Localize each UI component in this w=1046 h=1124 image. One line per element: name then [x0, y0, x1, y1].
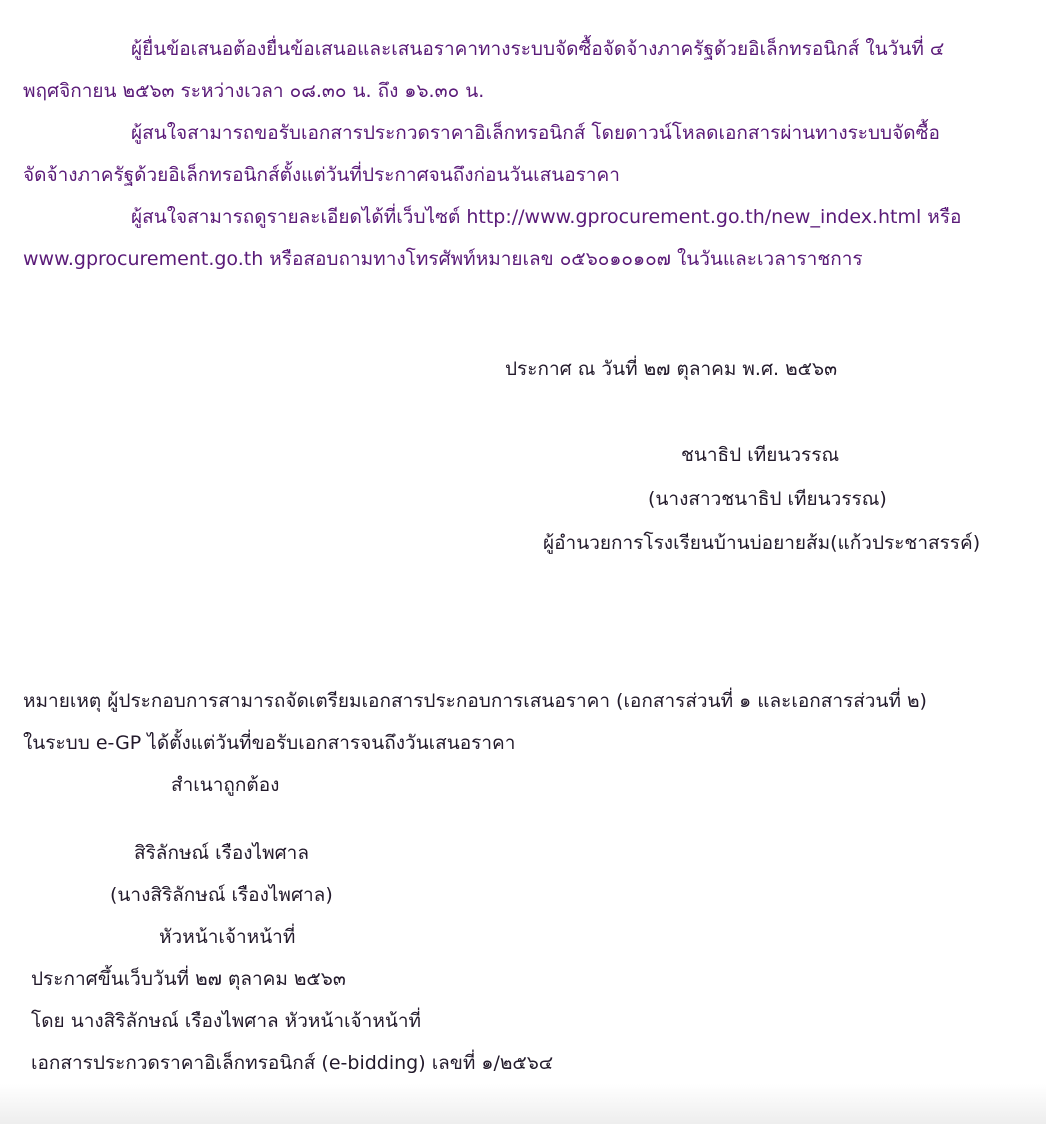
paragraph-submission-line-1: ผู้ยื่นข้อเสนอต้องยื่นข้อเสนอและเสนอราคาทางระบบจัดซื้อจัดจ้างภาครัฐด้วยอิเล็กทรอนิกส์ ในวันที่ ๔ [131, 38, 945, 60]
paragraph-download-line-1: ผู้สนใจสามารถขอรับเอกสารประกวดราคาอิเล็กทรอนิกส์ โดยดาวน์โหลดเอกสารผ่านทางระบบจัดซื้อ [131, 122, 940, 144]
paragraph-website-line-2: www.gprocurement.go.th หรือสอบถามทางโทรศัพท์หมายเลข ๐๕๖๐๑๐๑๐๗ ในวันและเวลาราชการ [23, 248, 863, 270]
paragraph-website-line-1: ผู้สนใจสามารถดูรายละเอียดได้ที่เว็บไซต์ http://www.gprocurement.go.th/new_index.html หรือ [131, 206, 962, 228]
note-line-1: หมายเหตุ ผู้ประกอบการสามารถจัดเตรียมเอกสารประกอบการเสนอราคา (เอกสารส่วนที่ ๑ และเอกสารส่วนที่ ๒) [23, 690, 927, 712]
announcement-date: ประกาศ ณ วันที่ ๒๗ ตุลาคม พ.ศ. ๒๕๖๓ [505, 358, 838, 380]
certifier-full-name: (นางสิริลักษณ์ เรืองไพศาล) [110, 884, 333, 906]
signer-full-name: (นางสาวชนาธิป เทียนวรรณ) [648, 488, 887, 510]
certified-copy-label: สำเนาถูกต้อง [171, 774, 280, 796]
document-reference: เอกสารประกวดราคาอิเล็กทรอนิกส์ (e-bidding) เลขที่ ๑/๒๕๖๔ [31, 1052, 554, 1074]
paragraph-download-line-2: จัดจ้างภาครัฐด้วยอิเล็กทรอนิกส์ตั้งแต่วันที่ประกาศจนถึงก่อนวันเสนอราคา [23, 164, 620, 186]
posted-date: ประกาศขึ้นเว็บวันที่ ๒๗ ตุลาคม ๒๕๖๓ [31, 968, 346, 990]
signer-name: ชนาธิป เทียนวรรณ [681, 444, 840, 466]
paragraph-submission-line-2: พฤศจิกายน ๒๕๖๓ ระหว่างเวลา ๐๘.๓๐ น. ถึง ๑๖.๓๐ น. [23, 80, 485, 102]
posted-by: โดย นางสิริลักษณ์ เรืองไพศาล หัวหน้าเจ้าหน้าที่ [31, 1010, 422, 1032]
note-line-2: ในระบบ e-GP ได้ตั้งแต่วันที่ขอรับเอกสารจนถึงวันเสนอราคา [23, 732, 516, 754]
page-bottom-shadow [0, 1084, 1046, 1124]
certifier-title: หัวหน้าเจ้าหน้าที่ [159, 926, 296, 948]
signer-position: ผู้อำนวยการโรงเรียนบ้านบ่อยายส้ม(แก้วประชาสรรค์) [543, 532, 981, 554]
certifier-name: สิริลักษณ์ เรืองไพศาล [134, 842, 309, 864]
